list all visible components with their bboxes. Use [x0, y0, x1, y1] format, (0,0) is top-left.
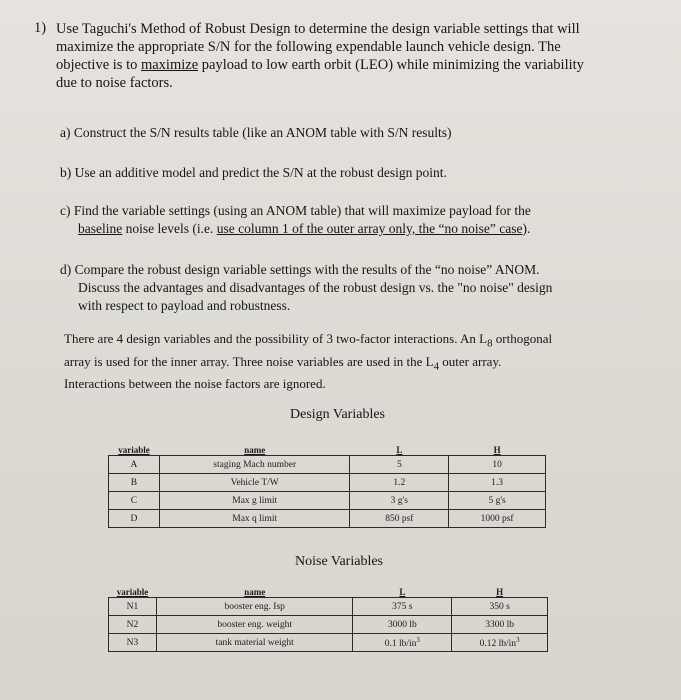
setup-line-3: Interactions between the noise factors are ignored. [64, 376, 326, 392]
noise-variables-table [108, 583, 548, 652]
header-name: name [244, 445, 266, 455]
part-d [60, 261, 640, 315]
design-variables-table [108, 441, 546, 528]
header-variable: variable [118, 445, 150, 455]
setup-paragraph [64, 330, 644, 393]
setup-line-2: array is used for the inner array. Three noise variables are used in the $L_4$ outer array. [64, 353, 502, 373]
table-row: C Max g limit 3 g's 5 g's [109, 492, 546, 510]
question-line-1: Use Taguchi's Method of Robust Design to determine the design variable settings that will [56, 21, 580, 37]
table-row: N2 booster eng. weight 3000 lb 3300 lb [109, 616, 548, 634]
part-d-line-2: Discuss the advantages and disadvantages of the robust design vs. the "no noise" design [78, 280, 553, 295]
header-variable: variable [116, 587, 149, 597]
part-c [60, 202, 640, 238]
question-line-3: objective is to maximize payload to low earth orbit (LEO) while minimizing the variability [56, 57, 584, 73]
part-c-line-2: baseline noise levels (i.e. use column 1 of the outer array only, the “no noise” case). [78, 221, 531, 236]
part-a: a) Construct the S/N results table (like an ANOM table with S/N results) [60, 125, 452, 140]
setup-line-1: There are 4 design variables and the possibility of 3 two-factor interactions. An $L_8$ orthogonal [64, 331, 553, 350]
header-name: name [244, 587, 266, 597]
question-line-4: due to noise factors. [56, 75, 173, 91]
part-d-line-3: with respect to payload and robustness. [78, 298, 291, 313]
question-line-2: maximize the appropriate S/N for the following expendable launch vehicle design. The [56, 39, 561, 55]
table-row: D Max q limit 850 psf 1000 psf [109, 510, 546, 528]
header-high: H [493, 445, 501, 455]
table-row: N3 tank material weight 0.1 $lb/in^3$ 0.12 $lb/in^3$ [109, 634, 548, 652]
part-d-line-1: d) Compare the robust design variable settings with the results of the “no noise” ANOM. [60, 262, 540, 277]
question-text [56, 20, 646, 92]
header-low: L [399, 587, 406, 597]
maximize-emphasis: maximize [140, 57, 199, 73]
table-row: B Vehicle T/W 1.2 1.3 [109, 474, 546, 492]
table-header-row [109, 583, 548, 598]
noise-variables-caption: Noise Variables [295, 554, 383, 569]
part-b: b) Use an additive model and predict the S/N at the robust design point. [60, 165, 447, 180]
table-row: A staging Mach number 5 10 [109, 456, 546, 474]
part-c-line-1: c) Find the variable settings (using an ANOM table) that will maximize payload for the [60, 203, 531, 218]
header-high: H [496, 587, 504, 597]
design-variables-caption: Design Variables [290, 407, 385, 422]
header-low: L [396, 445, 403, 455]
table-header-row [109, 441, 546, 456]
question-number: 1) [34, 20, 47, 36]
table-row: N1 booster eng. Isp 375 s 350 s [109, 598, 548, 616]
